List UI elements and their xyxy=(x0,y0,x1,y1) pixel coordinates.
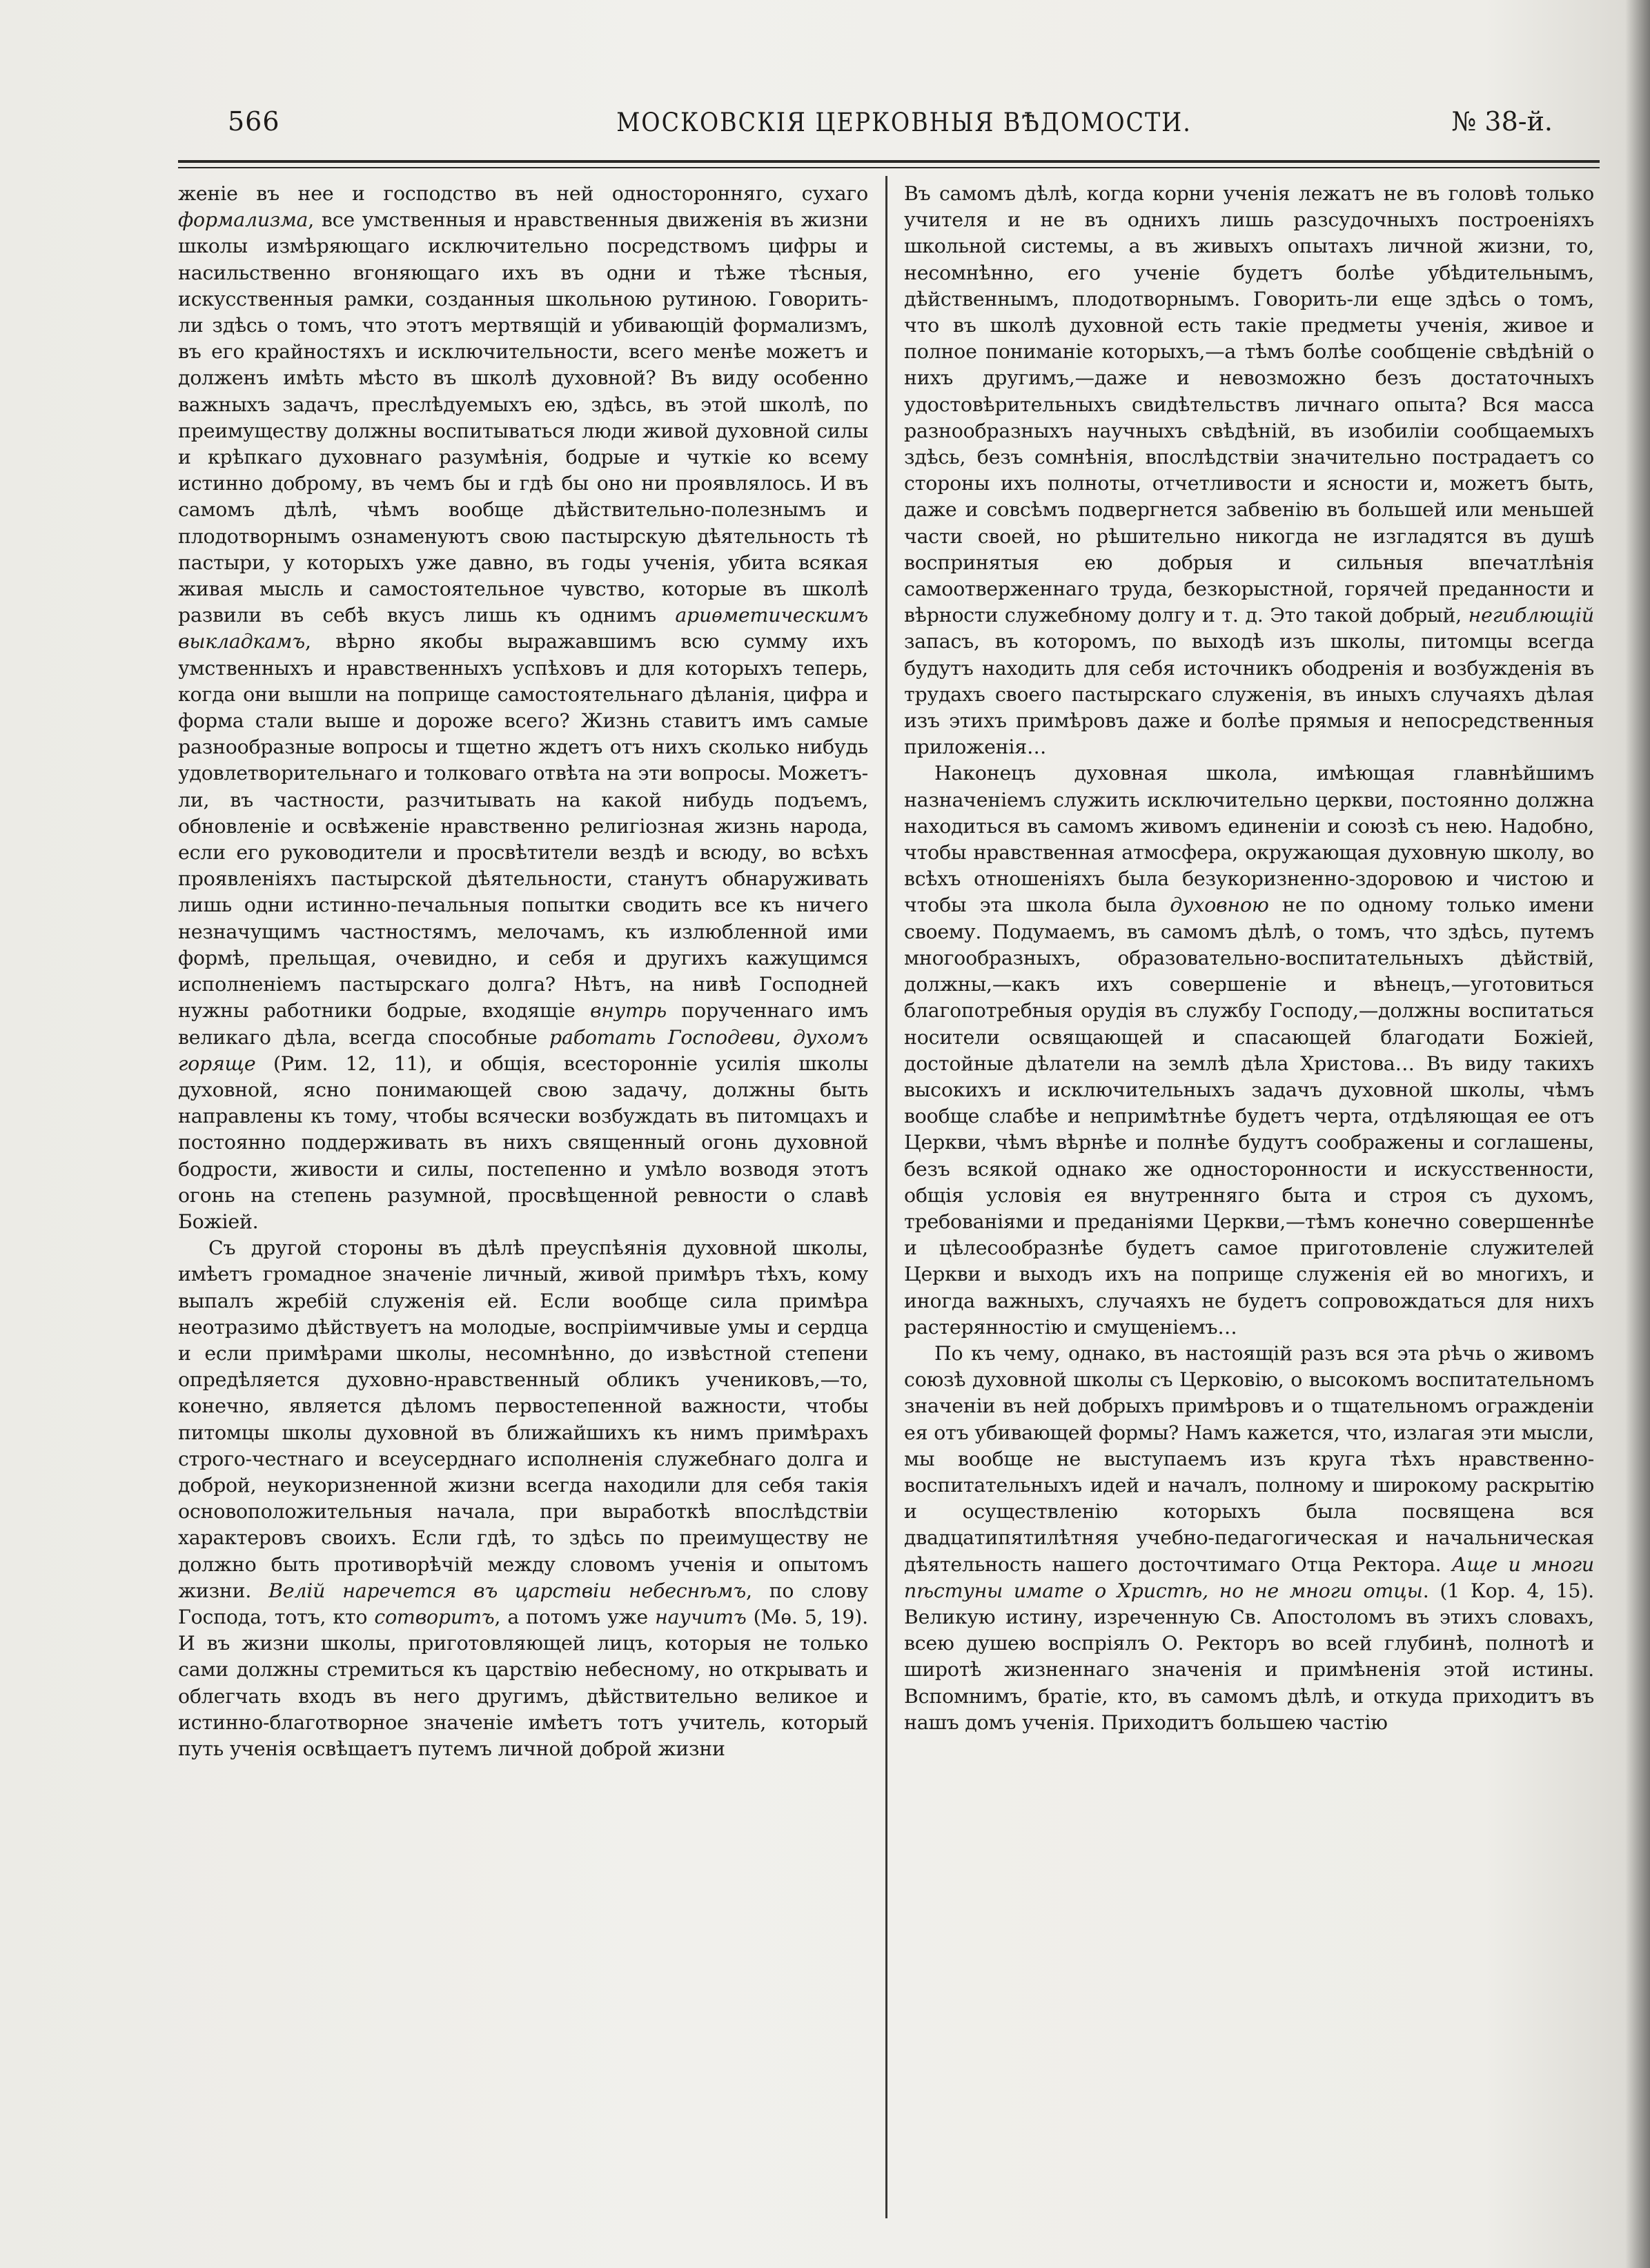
right-paragraph-2 xyxy=(904,760,1594,1340)
text-run: не по одному только имени своему. Подумаемъ, въ самомъ дѣлѣ, о томъ, что здѣсь, путемъ многообразныхъ, образовательно-воспитательныхъ дѣйствій, должны,—какъ ихъ совершеніе и вѣнецъ,—уготовиться благопотребныя орудія въ службу Господу,—должны воспитаться носители освящающей и спасающей благодати Божіей, достойные дѣлатели на землѣ дѣла Христова… Въ виду такихъ высокихъ и исключительныхъ задачъ духовной школы, чѣмъ вообще слабѣе и непримѣтнѣе будетъ черта, отдѣляющая ее отъ Церкви, чѣмъ вѣрнѣе и полнѣе будутъ соображены и соглашены, безъ всякой однако же односторонности и искусственности, общія условія ея внутренняго быта и строя съ духомъ, требованіями и преданіями Церкви,—тѣмъ конечно совершеннѣе и цѣлесообразнѣе будетъ самое приготовленіе служителей Церкви и выходъ ихъ на поприще служенія ей во многихъ, и иногда важныхъ, случаяхъ не будетъ сопровождаться для нихъ растерянностію и смущеніемъ… xyxy=(904,894,1594,1339)
italic-run: Аще и многи пѣстуны имате о Христѣ, но не многи отцы xyxy=(904,1552,1594,1602)
italic-run: работать Господеви, духомъ горяще xyxy=(178,1025,868,1075)
italic-run: внутрь xyxy=(589,999,667,1023)
text-run: По къ чему, однако, въ настоящій разъ вся эта рѣчь о живомъ союзѣ духовной школы съ Церковію, о высокомъ воспитательномъ значеніи въ ней добрыхъ примѣровъ и о тщательномъ огражденіи ея отъ убивающей формы? Намъ кажется, что, излагая эти мысли, мы вообще не выступаемъ изъ круга тѣхъ нравственно-воспитательныхъ идей и началъ, полному и широкому раскрытію и осуществленію которыхъ была посвящена вся двадцатипятилѣтняя учебно-педагогическая и начальническая дѣятельность нашего досточтимаго Отца Ректора. xyxy=(904,1341,1594,1576)
right-paragraph-3 xyxy=(904,1341,1594,1736)
italic-run: Велій наречется въ царствіи небеснѣмъ xyxy=(268,1579,746,1602)
text-run: Съ другой стороны въ дѣлѣ преуспѣянія духовной школы, имѣетъ громадное значеніе личный, живой примѣръ тѣхъ, кому выпалъ жребій служенія ей. Если вообще сила примѣра неотразимо дѣйствуетъ на молодые, воспріимчивые умы и сердца и если примѣрами школы, несомнѣнно, до извѣстной степени опредѣляется духовно-нравственный обликъ учениковъ,—то, конечно, является дѣломъ первостепенной важности, чтобы питомцы школы духовной въ ближайшихъ къ нимъ примѣрахъ строго-честнаго и всеусерднаго исполненія служебнаго долга и доброй, неукоризненной жизни всегда находили для себя такія основоположительныя начала, при выработкѣ впослѣдствіи характеровъ своихъ. Если гдѣ, то здѣсь по преимуществу не должно быть противорѣчій между словомъ ученія и опытомъ жизни. xyxy=(178,1236,868,1602)
text-run: , по слову Господа, тотъ, кто xyxy=(178,1579,868,1628)
italic-run: негиблющій xyxy=(1468,604,1594,627)
text-run: , а потомъ уже xyxy=(494,1605,656,1628)
text-run: (Мѳ. 5, 19). И въ жизни школы, приготовляющей лицъ, которыя не только сами должны стремиться къ царствію небесному, но открывать и облегчать входъ въ него другимъ, дѣйствительно великое и истинно-благотворное значеніе имѣетъ тотъ учитель, который путь ученія освѣщаетъ путемъ личной доброй жизни xyxy=(178,1605,868,1760)
right-paragraph-1 xyxy=(904,181,1594,760)
left-paragraph-1 xyxy=(178,181,868,1235)
italic-run: научитъ xyxy=(655,1605,747,1628)
page-header xyxy=(228,103,1580,145)
page-edge-shadow xyxy=(1625,0,1650,2268)
text-run: Наконецъ духовная школа, имѣющая главнѣйшимъ назначеніемъ служить исключительно церкви, постоянно должна находиться въ самомъ живомъ единеніи и союзѣ съ нею. Надобно, чтобы нравственная атмосфера, окружающая духовную школу, во всѣхъ отношеніяхъ была безукоризненно-здоровою и чистою и чтобы эта школа была xyxy=(904,762,1594,917)
column-divider xyxy=(885,176,887,2218)
issue-number: № 38-й. xyxy=(1451,106,1553,137)
left-column xyxy=(178,181,868,1762)
page-number: 566 xyxy=(228,106,280,137)
italic-run: духовною xyxy=(1170,894,1269,917)
header-rule-thin xyxy=(178,167,1600,168)
text-run: запасъ, въ которомъ, по выходѣ изъ школы, питомцы всегда будутъ находить для себя источникъ ободренія и возбужденія въ трудахъ своего пастырскаго служенія, въ иныхъ случаяхъ дѣлая изъ этихъ примѣровъ даже и болѣе прямыя и непосредственныя приложенія… xyxy=(904,630,1594,759)
journal-title: МОСКОВСКІЯ ЦЕРКОВНЫЯ ВѢДОМОСТИ. xyxy=(616,108,1192,137)
text-run: . (1 Кор. 4, 15). Великую истину, изреченную Св. Апостоломъ въ этихъ словахъ, всею душею воспріялъ О. Ректоръ во всей глубинѣ, полнотѣ и широтѣ жизненнаго значенія и примѣненія этой истины. Вспомнимъ, братіе, кто, въ самомъ дѣлѣ, и откуда приходитъ въ нашъ домъ ученія. Приходитъ большею частію xyxy=(904,1579,1594,1734)
text-run: женіе въ нее и господство въ ней односторонняго, сухаго xyxy=(178,182,868,205)
italic-run: формализма xyxy=(178,208,308,232)
text-run: порученнаго имъ великаго дѣла, всегда способные xyxy=(178,999,869,1049)
header-rule-thick xyxy=(178,160,1600,163)
right-column xyxy=(904,181,1594,1736)
text-run: Въ самомъ дѣлѣ, когда корни ученія лежатъ не въ головѣ только учителя и не въ однихъ лишь разсудочныхъ построеніяхъ школьной системы, а въ живыхъ опытахъ личной жизни, то, несомнѣнно, его ученіе будетъ болѣе убѣдительнымъ, дѣйственнымъ, плодотворнымъ. Говорить-ли еще здѣсь о томъ, что въ школѣ духовной есть такіе предметы ученія, живое и полное пониманіе которыхъ,—а тѣмъ болѣе сообщеніе свѣдѣній о нихъ другимъ,—даже и невозможно безъ достаточныхъ удостовѣрительныхъ свидѣтельствъ личнаго опыта? Вся масса разнообразныхъ научныхъ свѣдѣній, въ изобиліи сообщаемыхъ здѣсь, безъ сомнѣнія, впослѣдствіи значительно пострадаетъ со стороны ихъ полноты, отчетливости и ясности и, можетъ быть, даже и совсѣмъ подвергнется забвенію въ большей или меньшей части своей, но рѣшительно никогда не изгладятся въ душѣ воспринятыя ею добрыя и сильныя впечатлѣнія самоотверженнаго труда, безкорыстной, горячей преданности и вѣрности служебному долгу и т. д. Это такой добрый, xyxy=(904,182,1594,627)
text-run: , вѣрно якобы выражавшимъ всю сумму ихъ умственныхъ и нравственныхъ успѣховъ и для которыхъ теперь, когда они вышли на поприще самостоятельнаго дѣланія, цифра и форма стали выше и дороже всего? Жизнь ставитъ имъ самые разнообразные вопросы и тщетно ждетъ отъ нихъ сколько нибудь удовлетворительнаго и толковаго отвѣта на эти вопросы. Можетъ-ли, въ частности, разчитывать на какой нибудь подъемъ, обновленіе и освѣженіе нравственно религіозная жизнь народа, если его руководители и просвѣтители вездѣ и всюду, во всѣхъ проявленіяхъ пастырской дѣятельности, станутъ обнаруживать лишь одни истинно-печальныя попытки сводить все къ ничего незначущимъ частностямъ, мелочамъ, къ излюбленной ими формѣ, прельщая, очевидно, и себя и другихъ кажущимся исполненіемъ пастырскаго долга? Нѣтъ, на нивѣ Господней нужны работники бодрые, входящіе xyxy=(178,630,868,1023)
left-paragraph-2 xyxy=(178,1235,868,1762)
italic-run: ариѳметическимъ выкладкамъ xyxy=(178,604,868,653)
italic-run: сотворитъ xyxy=(374,1605,495,1628)
text-run: (Рим. 12, 11), и общія, всесторонніе усилія школы духовной, ясно понимающей свою задачу, должны быть направлены къ тому, чтобы всячески возбуждать въ питомцахъ и постоянно поддерживать въ нихъ священный огонь духовной бодрости, живости и силы, постепенно и умѣло возводя этотъ огонь на степень разумной, просвѣщенной ревности о славѣ Божіей. xyxy=(178,1052,868,1233)
text-run: , все умственныя и нравственныя движенія въ жизни школы измѣряющаго исключительно посредствомъ цифры и насильственно вгоняющаго ихъ въ одни и тѣже тѣсныя, искусственныя рамки, созданныя школьною рутиною. Говорить-ли здѣсь о томъ, что этотъ мертвящій и убивающій формализмъ, въ его крайностяхъ и исключительности, всего менѣе можетъ и долженъ имѣть мѣсто въ школѣ духовной? Въ виду особенно важныхъ задачъ, преслѣдуемыхъ ею, здѣсь, въ этой школѣ, по преимуществу должны воспитываться люди живой духовной силы и крѣпкаго духовнаго разумѣнія, бодрые и чуткіе ко всему истинно доброму, въ чемъ бы и гдѣ бы оно ни проявлялось. И въ самомъ дѣлѣ, чѣмъ вообще дѣйствительно-полезнымъ и плодотворнымъ ознаменуютъ свою пастырскую дѣятельность тѣ пастыри, у которыхъ уже давно, въ годы ученія, убита всякая живая мысль и самостоятельное чувство, которые въ школѣ развили въ себѣ вкусъ лишь къ однимъ xyxy=(178,208,868,627)
